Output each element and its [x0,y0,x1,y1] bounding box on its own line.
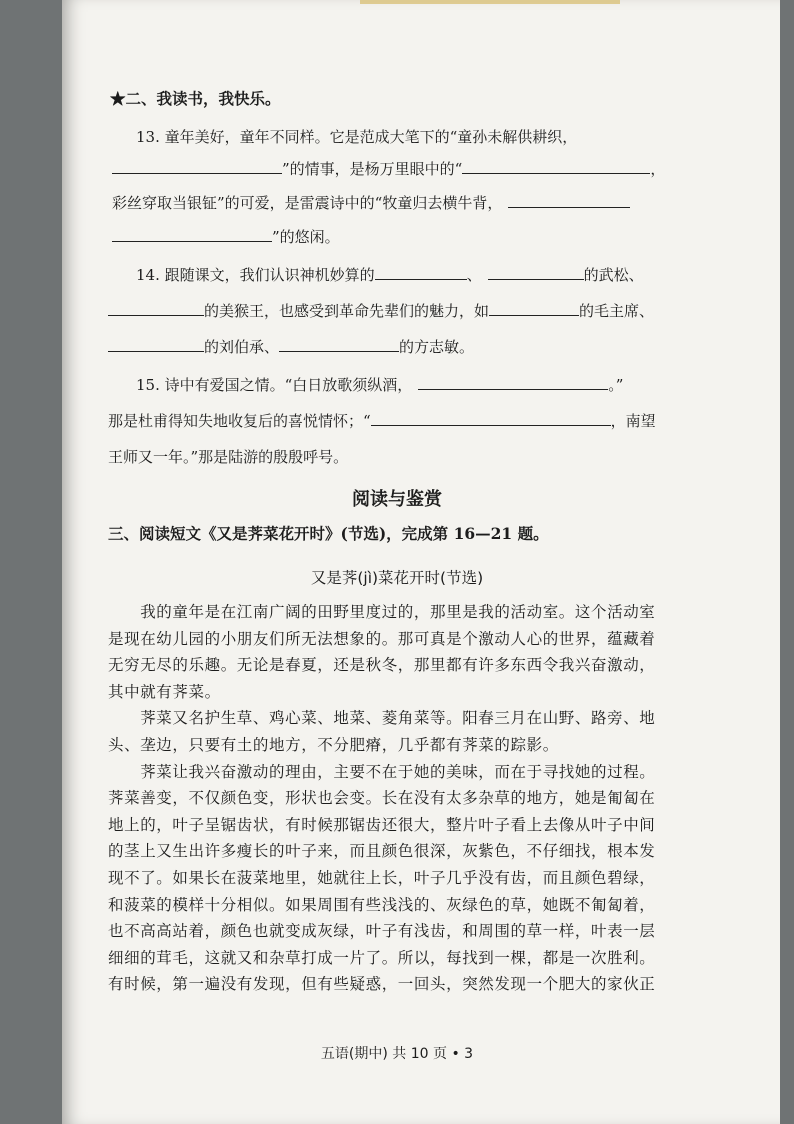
q14-line2: 的美猴王，也感受到革命先辈们的魅力，如 的毛主席、 [108,301,654,321]
passage-line: 地上的，叶子呈锯齿状，有时候那锯齿还很大，整片叶子看上去像从叶子中间 [108,815,656,834]
passage-line: 荠菜善变，不仅颜色变，形状也会变。长在没有太多杂草的地方，她是匍匐在 [108,789,656,808]
passage-line: 我的童年是在江南广阔的田野里度过的，那里是我的活动室。这个活动室 [108,603,656,621]
q14-line1: 14. 跟随课文，我们认识神机妙算的 、 的武松、 [136,266,644,284]
answer-blank[interactable] [418,375,608,390]
answer-blank[interactable] [112,159,282,174]
passage-line: 无穷无尽的乐趣。无论是春夏，还是秋冬，那里都有许多东西令我兴奋激动， [108,656,656,675]
q13-line2: ”的情事，是杨万里眼中的“ ， [112,159,665,179]
answer-blank[interactable] [508,193,630,208]
top-edge-strip [360,0,620,4]
answer-blank[interactable] [375,265,467,280]
answer-blank[interactable] [279,337,399,352]
reading-section-title: 阅读与鉴赏 [352,489,442,510]
answer-blank[interactable] [108,337,204,352]
q13-line3: 彩丝穿取当银钲”的可爱，是雷震诗中的“牧童归去横牛背， [112,193,630,213]
section3-heading: 三、阅读短文《又是荠菜花开时》(节选)，完成第 16—21 题。 [108,524,549,543]
answer-blank[interactable] [489,301,579,316]
answer-blank[interactable] [462,159,650,174]
passage-line: 荠菜又名护生草、鸡心菜、地菜、菱角菜等。阳春三月在山野、路旁、地 [108,709,656,728]
answer-blank[interactable] [371,411,611,426]
section2-heading: ★二、我读书，我快乐。 [110,89,281,108]
q15-line1: 15. 诗中有爱国之情。“白日放歌须纵酒， 。” [136,376,624,394]
passage-line: 其中就有荠菜。 [108,682,221,701]
passage-line: 细细的茸毛，这就又和杂草打成一片了。所以，每找到一棵，都是一次胜利。 [108,948,656,967]
passage-line: 也不高高站着，颜色也就变成灰绿，叶子有浅齿，和周围的草一样，叶表一层 [108,922,656,941]
passage-line: 荠菜让我兴奋激动的理由，主要不在于她的美味，而在于寻找她的过程。 [108,762,656,781]
answer-blank[interactable] [112,227,272,242]
passage-title: 又是荠(jì)菜花开时(节选) [310,569,484,587]
q13-line1: 13. 童年美好，童年不同样。它是范成大笔下的“童孙未解供耕织， [136,128,578,146]
answer-blank[interactable] [108,301,204,316]
passage-line: 头、垄边，只要有土的地方，不分肥瘠，几乎都有荠菜的踪影。 [108,736,559,754]
passage-line: 是现在幼儿园的小朋友们所无法想象的。那可真是个激动人心的世界，蕴藏着 [108,629,656,648]
q15-line3: 王师又一年。”那是陆游的殷殷呼号。 [108,448,349,466]
q15-line2: 那是杜甫得知失地收复后的喜悦情怀；“ ，南望 [108,412,656,430]
page-footer: 五语(期中) 共 10 页 • 3 [320,1046,474,1062]
passage-line: 和菠菜的模样十分相似。如果周围有些浅浅的、灰绿色的草，她既不匍匐着， [108,895,656,914]
q13-line4: ”的悠闲。 [112,227,340,247]
passage-line: 有时候，第一遍没有发现，但有些疑惑，一回头，突然发现一个肥大的家伙正 [108,975,656,994]
passage-line: 的茎上又生出许多瘦长的叶子来，而且颜色很深，灰紫色，不仔细找，根本发 [108,842,656,861]
q14-line3: 的刘伯承、 的方志敏。 [108,337,474,357]
passage-line: 现不了。如果长在菠菜地里，她就往上长，叶子几乎没有齿，而且颜色碧绿， [108,869,656,887]
answer-blank[interactable] [488,265,584,280]
